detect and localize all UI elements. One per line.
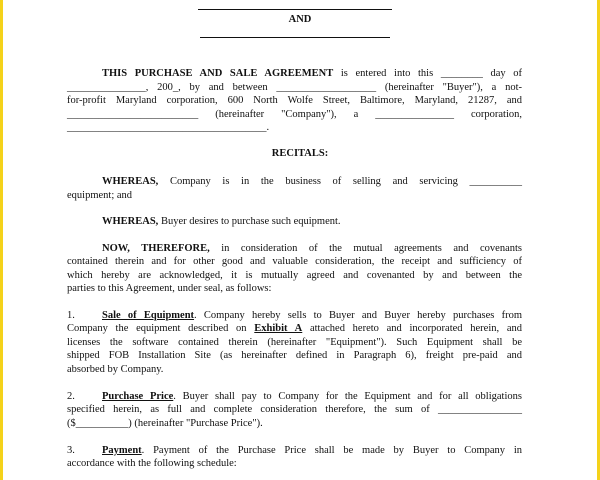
section-2-line-1: Purchase Price. Buyer shall pay to Company for the Equipment and for all obligations <box>102 391 522 402</box>
section-3-number: 3. <box>67 445 75 456</box>
section-1-line-1: Sale of Equipment. Company hereby sells to Buyer and Buyer hereby purchases from <box>102 310 522 321</box>
section-2-title: Purchase Price <box>102 391 174 402</box>
whereas1-line-1: WHEREAS, Company is in the business of selling and servicing __________ <box>102 176 522 187</box>
section-1-line-4: shipped FOB Installation Site (as hereinafter defined in Paragraph 6), freight pre-paid and <box>67 350 522 361</box>
section-2-line-2: specified herein, as full and complete consideration therefore, the sum of ________________ <box>67 404 522 415</box>
now-therefore-line-3: which hereby are acknowledged, it is mutually agreed and covenanted by and between the <box>67 270 522 281</box>
section-1-line-3: licenses the software contained therein (hereinafter "Equipment"). Such Equipment shall be <box>67 337 522 348</box>
section-1-title: Sale of Equipment <box>102 310 195 321</box>
section-1-number: 1. <box>67 310 75 321</box>
top-signature-line <box>198 9 392 10</box>
now-therefore-line-4: parties to this Agreement, under seal, as follows: <box>67 283 272 294</box>
section-1-line-5: absorbed by Company. <box>67 364 164 375</box>
and-heading: AND <box>288 14 312 25</box>
section-3-title: Payment <box>102 445 142 456</box>
agreement-title: THIS PURCHASE AND SALE AGREEMENT <box>102 68 334 79</box>
now-therefore-line-2: contained therein and for other good and valuable consideration, the receipt and sufficiency of <box>67 256 522 267</box>
now-therefore-line-1: NOW, THEREFORE, in consideration of the mutual agreements and covenants <box>102 243 522 254</box>
section-1-line-2: Company the equipment described on Exhibit A attached hereto and incorporated herein, and <box>67 323 522 334</box>
intro-line-1: THIS PURCHASE AND SALE AGREEMENT is entered into this ________ day of <box>102 68 522 79</box>
intro-line-3: for-profit Maryland corporation, 600 North Wolfe Street, Baltimore, Maryland, 21287, and <box>67 95 522 106</box>
exhibit-a-reference: Exhibit A <box>254 323 303 334</box>
recitals-heading: RECITALS: <box>271 148 329 159</box>
intro-line-5: ______________________________________. <box>67 122 270 133</box>
section-2-line-3: ($__________) (hereinafter "Purchase Price"). <box>67 418 263 429</box>
whereas2-line: WHEREAS, Buyer desires to purchase such equipment. <box>102 216 341 227</box>
intro-line-2: _______________, 200_, by and between ___________________ (hereinafter "Buyer"), a not- <box>67 82 522 93</box>
intro-line-4: _________________________ (hereinafter "Company"), a _______________ corporation, <box>67 109 522 120</box>
second-signature-line <box>200 37 390 38</box>
section-3-line-1: Payment. Payment of the Purchase Price shall be made by Buyer to Company in <box>102 445 522 456</box>
section-2-number: 2. <box>67 391 75 402</box>
whereas1-line-2: equipment; and <box>67 190 133 201</box>
section-3-line-2: accordance with the following schedule: <box>67 458 237 469</box>
